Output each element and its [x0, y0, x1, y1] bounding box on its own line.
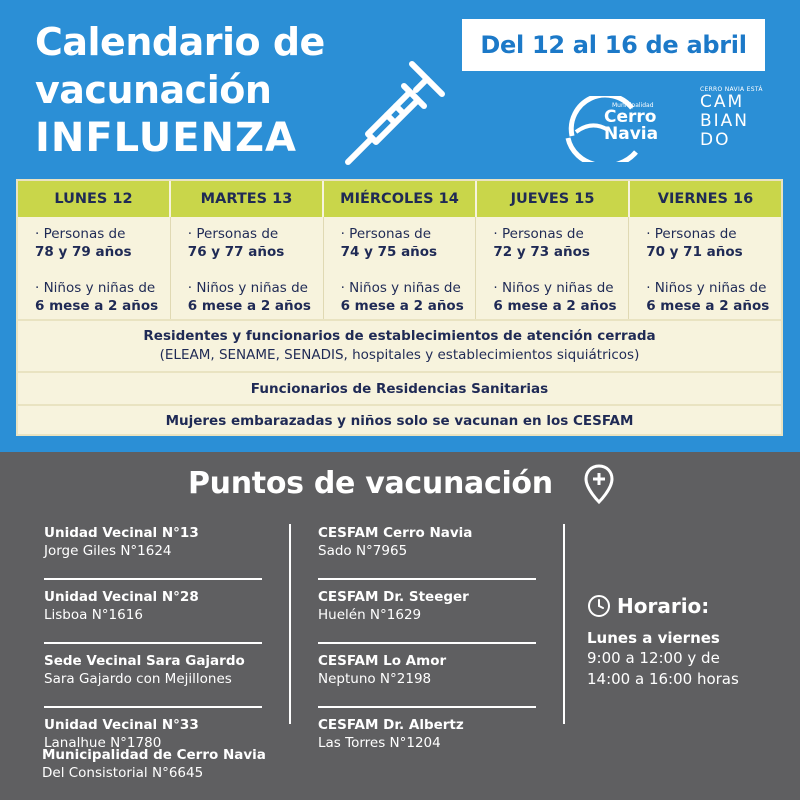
slogan-line-3: DO	[700, 130, 731, 150]
location-pin-icon	[584, 464, 614, 504]
locations-column-2	[318, 524, 536, 780]
location-item	[44, 524, 262, 580]
group-2-text: · Niños y niñas de	[340, 280, 461, 296]
location-address: Sado N°7965	[318, 543, 408, 559]
group-2-ages: 6 mese a 2 años	[646, 298, 770, 314]
hours-title	[587, 594, 787, 618]
location-name: Unidad Vecinal N°13	[44, 525, 199, 541]
slogan-line-2: BIAN	[700, 111, 750, 131]
page-title	[35, 18, 325, 162]
cerro-navia-logo	[562, 96, 674, 162]
day-cell	[18, 217, 171, 319]
location-address: Huelén N°1629	[318, 607, 422, 623]
location-name: Unidad Vecinal N°28	[44, 589, 199, 605]
location-address: Del Consistorial N°6645	[42, 765, 204, 781]
group-1-ages: 70 y 71 años	[646, 244, 743, 260]
location-item	[44, 652, 262, 708]
closed-care-row	[18, 319, 781, 371]
title-line-2: vacunación	[35, 68, 272, 112]
schedule-hours	[587, 594, 787, 690]
logo-name-line-1: Cerro	[604, 107, 657, 127]
location-name: CESFAM Dr. Albertz	[318, 717, 464, 733]
group-2-ages: 6 mese a 2 años	[340, 298, 464, 314]
group-1-ages: 72 y 73 años	[493, 244, 590, 260]
slogan-small: CERRO NAVIA ESTÁ	[700, 86, 763, 93]
location-name: CESFAM Cerro Navia	[318, 525, 473, 541]
slogan-line-1: CAM	[700, 92, 745, 112]
cambiando-logo	[700, 86, 772, 150]
syringe-icon	[340, 56, 450, 166]
hours-title-text: Horario:	[617, 594, 710, 618]
location-address: Lanalhue N°1780	[44, 735, 162, 751]
location-item	[318, 652, 536, 708]
group-2-text: · Niños y niñas de	[646, 280, 767, 296]
location-address: Sara Gajardo con Mejillones	[44, 671, 232, 687]
pregnant-note-row: Mujeres embarazadas y niños solo se vacunan en los CESFAM	[18, 404, 781, 436]
title-line-1: Calendario de	[35, 20, 325, 64]
location-name: Municipalidad de Cerro Navia	[42, 747, 266, 763]
hours-days: Lunes a viernes	[587, 629, 720, 647]
group-1-text: · Personas de	[493, 226, 584, 242]
group-1-ages: 76 y 77 años	[187, 244, 285, 260]
location-address: Las Torres N°1204	[318, 735, 441, 751]
municipalidad-location	[42, 746, 266, 783]
location-item	[318, 588, 536, 644]
day-header: JUEVES 15	[477, 181, 630, 217]
group-1-ages: 78 y 79 años	[35, 244, 132, 260]
group-2-text: · Niños y niñas de	[493, 280, 614, 296]
column-divider	[289, 524, 291, 724]
closed-care-title: Residentes y funcionarios de establecimientos de atención cerrada	[143, 328, 656, 344]
title-line-3: INFLUENZA	[35, 115, 297, 161]
group-2-text: · Niños y niñas de	[35, 280, 156, 296]
schedule-day-row	[18, 217, 781, 319]
logo-name-line-2: Navia	[604, 124, 659, 144]
location-address: Jorge Giles N°1624	[44, 543, 172, 559]
location-name: Sede Vecinal Sara Gajardo	[44, 653, 245, 669]
day-cell	[629, 217, 781, 319]
location-address: Lisboa N°1616	[44, 607, 143, 623]
location-name: CESFAM Lo Amor	[318, 653, 447, 669]
schedule-table	[16, 179, 783, 436]
column-divider	[563, 524, 565, 724]
clock-icon	[587, 594, 611, 618]
closed-care-subtitle: (ELEAM, SENAME, SENADIS, hospitales y establecimientos siquiátricos)	[159, 347, 640, 363]
logo-municipalidad-text: Municipalidad	[612, 102, 654, 109]
group-1-text: · Personas de	[646, 226, 737, 242]
sanitary-residences-row: Funcionarios de Residencias Sanitarias	[18, 371, 781, 404]
group-1-ages: 74 y 75 años	[340, 244, 438, 260]
group-1-text: · Personas de	[340, 226, 432, 242]
day-header: LUNES 12	[18, 181, 171, 217]
logo-name	[604, 109, 658, 143]
day-cell	[324, 217, 477, 319]
date-range-badge: Del 12 al 16 de abril	[462, 19, 765, 71]
hours-line-2: 14:00 a 16:00 horas	[587, 670, 739, 688]
day-cell	[171, 217, 324, 319]
location-item	[44, 588, 262, 644]
locations-column-1	[44, 524, 262, 780]
day-header: MIÉRCOLES 14	[324, 181, 477, 217]
group-2-ages: 6 mese a 2 años	[35, 298, 159, 314]
location-name: Unidad Vecinal N°33	[44, 717, 199, 733]
location-address: Neptuno N°2198	[318, 671, 432, 687]
group-1-text: · Personas de	[35, 226, 126, 242]
day-cell	[476, 217, 629, 319]
hours-line-1: 9:00 a 12:00 y de	[587, 649, 720, 667]
vaccination-points-title: Puntos de vacunación	[188, 466, 553, 501]
day-header: MARTES 13	[171, 181, 324, 217]
day-header: VIERNES 16	[657, 191, 754, 207]
group-2-text: · Niños y niñas de	[187, 280, 308, 296]
group-1-text: · Personas de	[187, 226, 279, 242]
location-item	[318, 716, 536, 772]
schedule-header-row	[18, 181, 781, 217]
location-name: CESFAM Dr. Steeger	[318, 589, 469, 605]
group-2-ages: 6 mese a 2 años	[187, 298, 311, 314]
location-item	[318, 524, 536, 580]
group-2-ages: 6 mese a 2 años	[493, 298, 617, 314]
